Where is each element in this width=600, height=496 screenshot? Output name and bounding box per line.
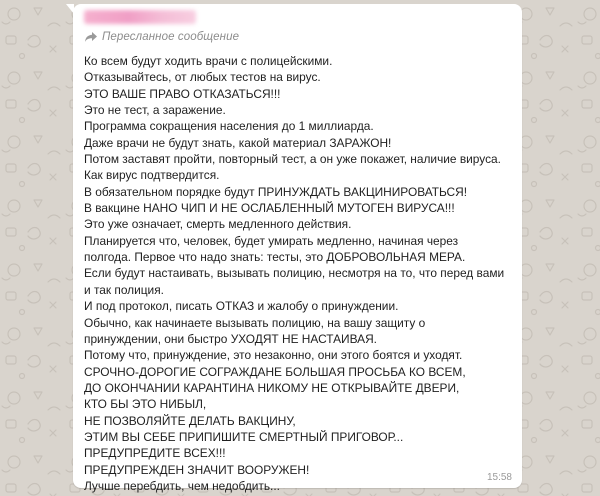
forward-arrow-icon — [84, 31, 98, 43]
message-line: ПРЕДУПРЕДИТЕ ВСЕХ!!! — [84, 446, 226, 461]
message-line: В обязательном порядке будут ПРИНУЖДАТЬ ВАКЦИНИРОВАТЬСЯ! — [84, 184, 468, 199]
message-line: Как вирус подтвердится. — [84, 168, 220, 183]
message-line: ПРЕДУПРЕЖДЕН ЗНАЧИТ ВООРУЖЕН! — [84, 462, 310, 477]
message-line: Даже врачи не будут знать, какой материал ЗАРАЖОН! — [84, 135, 392, 150]
message-line: ДО ОКОНЧАНИИ КАРАНТИНА НИКОМУ НЕ ОТКРЫВАЙТЕ ДВЕРИ, — [84, 380, 460, 395]
message-line: В вакцине НАНО ЧИП И НЕ ОСЛАБЛЕННЫЙ МУТОГЕН ВИРУСА!!! — [84, 201, 455, 216]
message-line: ЭТО ВАШЕ ПРАВО ОТКАЗАТЬСЯ!!! — [84, 86, 281, 101]
message-line: Лучше перебдить, чем недобдить... — [84, 478, 280, 493]
message-line: НЕ ПОЗВОЛЯЙТЕ ДЕЛАТЬ ВАКЦИНУ, — [84, 413, 296, 428]
message-line: Планируется что, человек, будет умирать медленно, начиная через — [84, 233, 459, 248]
message-line: Программа сокращения населения до 1 миллиарда. — [84, 119, 374, 134]
message-line: принуждении, они быстро УХОДЯТ НЕ НАСТАИВАЯ. — [84, 331, 377, 346]
message-text — [84, 53, 512, 494]
message-line: Обычно, как начинаете вызывать полицию, на вашу защиту о — [84, 315, 426, 330]
message-line: и так полиция. — [84, 282, 164, 297]
message-line: Это не тест, а заражение. — [84, 103, 226, 118]
message-timestamp: 15:58 — [486, 472, 512, 483]
message-line: Отказывайтесь, от любых тестов на вирус. — [84, 70, 321, 85]
forwarded-label: Пересланное сообщение — [102, 31, 240, 43]
bubble-tail — [66, 4, 74, 14]
message-line: СРОЧНО-ДОРОГИЕ СОГРАЖДАНЕ БОЛЬШАЯ ПРОСЬБА КО ВСЕМ, — [84, 364, 466, 379]
message-bubble[interactable] — [73, 4, 522, 493]
message-line: полгода. Первое что надо знать: тесты, это ДОБРОВОЛЬНАЯ МЕРА. — [84, 250, 466, 265]
message-line: КТО БЫ ЭТО НИБЫЛ, — [84, 397, 207, 412]
message-line: Потом заставят пройти, повторный тест, а он уже покажет, наличие вируса. — [84, 152, 501, 167]
message-line: Это уже означает, смерть медленного действия. — [84, 217, 352, 232]
message-line: И под протокол, писать ОТКАЗ и жалобу о принуждении. — [84, 299, 399, 314]
message-line: ЭТИМ ВЫ СЕБЕ ПРИПИШИТЕ СМЕРТНЫЙ ПРИГОВОР... — [84, 429, 404, 444]
sender-name-blurred[interactable] — [84, 10, 196, 24]
forwarded-indicator — [84, 28, 512, 46]
message-line: Если будут настаивать, вызывать полицию, несмотря на то, что перед вами — [84, 266, 505, 281]
message-line: Потому что, принуждение, это незаконно, они этого боятся и уходят. — [84, 348, 463, 363]
message-line: Ко всем будут ходить врачи с полицейскими. — [84, 54, 333, 68]
